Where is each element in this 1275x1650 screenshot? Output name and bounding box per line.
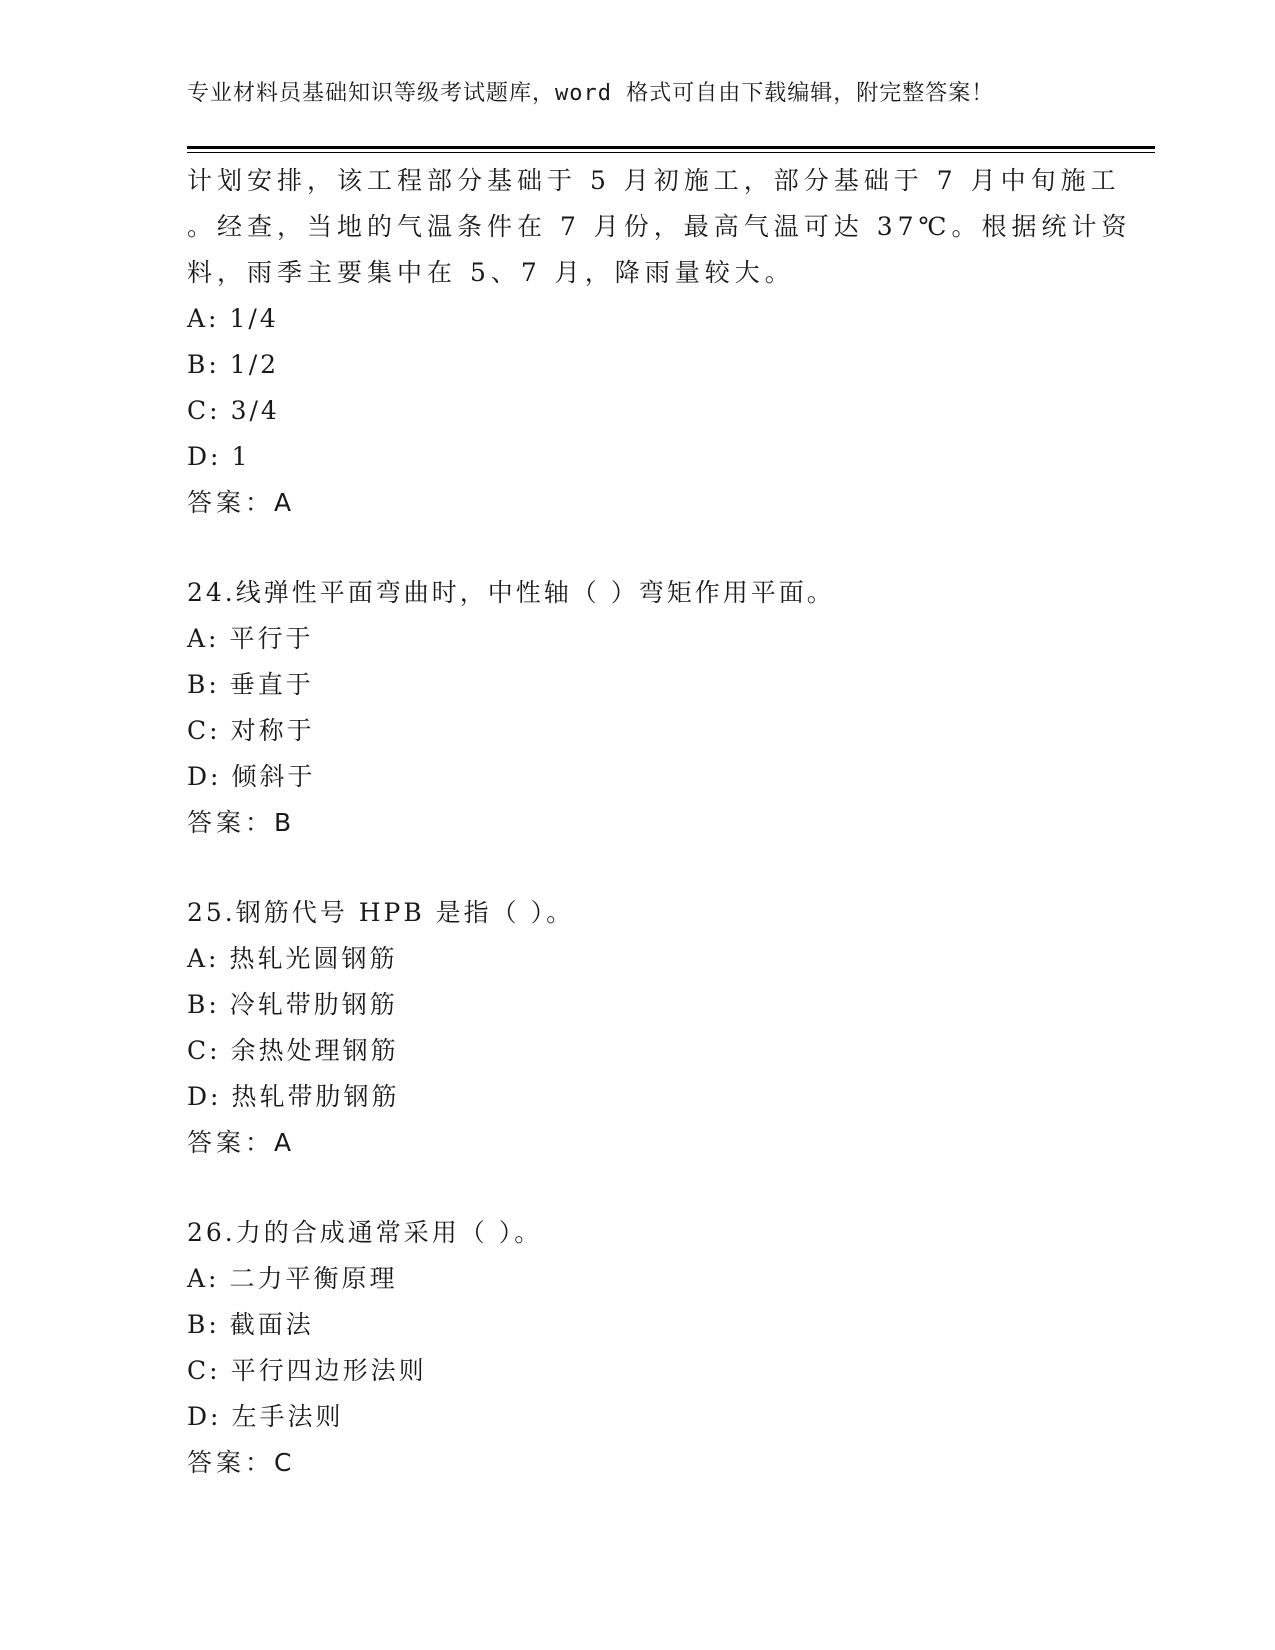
option-d [187, 1394, 1087, 1440]
question-stem: 26.力的合成通常采用（ ）。 [187, 1218, 543, 1247]
question-23-continued [187, 158, 1132, 526]
question-25 [187, 890, 1087, 1166]
option-b [187, 982, 1087, 1028]
option-a [187, 616, 1087, 662]
option-key: D: [187, 442, 222, 471]
option-c [187, 388, 1087, 434]
option-key: B: [187, 350, 220, 379]
question-stem: 25.钢筋代号 HPB 是指（ ）。 [187, 898, 575, 927]
option-text: 二力平衡原理 [229, 1264, 398, 1293]
header-rule-thick [187, 146, 1155, 149]
answer-value: B [274, 808, 294, 837]
question-stem-line: 料，雨季主要集中在 5、7 月，降雨量较大。 [187, 258, 795, 287]
option-text: 截面法 [229, 1310, 314, 1339]
option-key: D: [187, 1402, 222, 1431]
option-key: D: [187, 762, 222, 791]
option-d [187, 1074, 1087, 1120]
option-key: B: [187, 1310, 220, 1339]
option-text: 1 [231, 442, 251, 471]
question-list [187, 158, 1132, 1486]
option-text: 3/4 [230, 396, 280, 425]
answer-line [187, 1120, 1087, 1166]
answer-line [187, 480, 1087, 526]
option-text: 左手法则 [231, 1402, 344, 1431]
option-key: A: [187, 1264, 220, 1293]
option-key: A: [187, 304, 220, 333]
option-key: C: [187, 1036, 221, 1065]
option-key: C: [187, 716, 221, 745]
option-key: D: [187, 1082, 222, 1111]
answer-label: 答案： [187, 1448, 275, 1477]
option-c [187, 708, 1087, 754]
answer-value: A [274, 1128, 294, 1157]
page-header-title: 专业材料员基础知识等级考试题库，word 格式可自由下载编辑，附完整答案！ [187, 81, 995, 106]
answer-label: 答案： [187, 808, 275, 837]
option-text: 1/2 [229, 350, 280, 379]
question-26 [187, 1210, 1087, 1486]
option-key: A: [187, 624, 220, 653]
option-a [187, 936, 1087, 982]
option-b [187, 662, 1087, 708]
option-text: 热轧光圆钢筋 [229, 944, 398, 973]
option-key: C: [187, 1356, 221, 1385]
option-b [187, 342, 1087, 388]
answer-line [187, 800, 1087, 846]
option-c [187, 1348, 1087, 1394]
header-rule-thin [187, 152, 1155, 153]
option-c [187, 1028, 1087, 1074]
option-text: 1/4 [229, 304, 279, 333]
option-text: 平行于 [229, 624, 314, 653]
option-text: 平行四边形法则 [230, 1356, 427, 1385]
answer-value: A [274, 488, 294, 517]
question-stem-line: 计划安排，该工程部分基础于 5 月初施工，部分基础于 7 月中旬施工 [187, 166, 1121, 195]
option-a [187, 296, 1087, 342]
option-text: 冷轧带肋钢筋 [229, 990, 398, 1019]
question-stem-line: 。经查，当地的气温条件在 7 月份，最高气温可达 37℃。根据统计资 [187, 212, 1132, 241]
option-b [187, 1302, 1087, 1348]
answer-label: 答案： [187, 1128, 275, 1157]
question-stem: 24.线弹性平面弯曲时，中性轴（ ）弯矩作用平面。 [187, 578, 835, 607]
option-d [187, 754, 1087, 800]
option-text: 垂直于 [229, 670, 314, 699]
option-key: B: [187, 990, 220, 1019]
option-text: 倾斜于 [231, 762, 316, 791]
option-a [187, 1256, 1087, 1302]
option-key: B: [187, 670, 220, 699]
option-d [187, 434, 1087, 480]
option-key: C: [187, 396, 221, 425]
option-key: A: [187, 944, 220, 973]
answer-line [187, 1440, 1087, 1486]
option-text: 热轧带肋钢筋 [231, 1082, 400, 1111]
answer-label: 答案： [187, 488, 275, 517]
option-text: 余热处理钢筋 [230, 1036, 399, 1065]
option-text: 对称于 [230, 716, 315, 745]
question-24 [187, 570, 1087, 846]
answer-value: C [274, 1448, 294, 1477]
